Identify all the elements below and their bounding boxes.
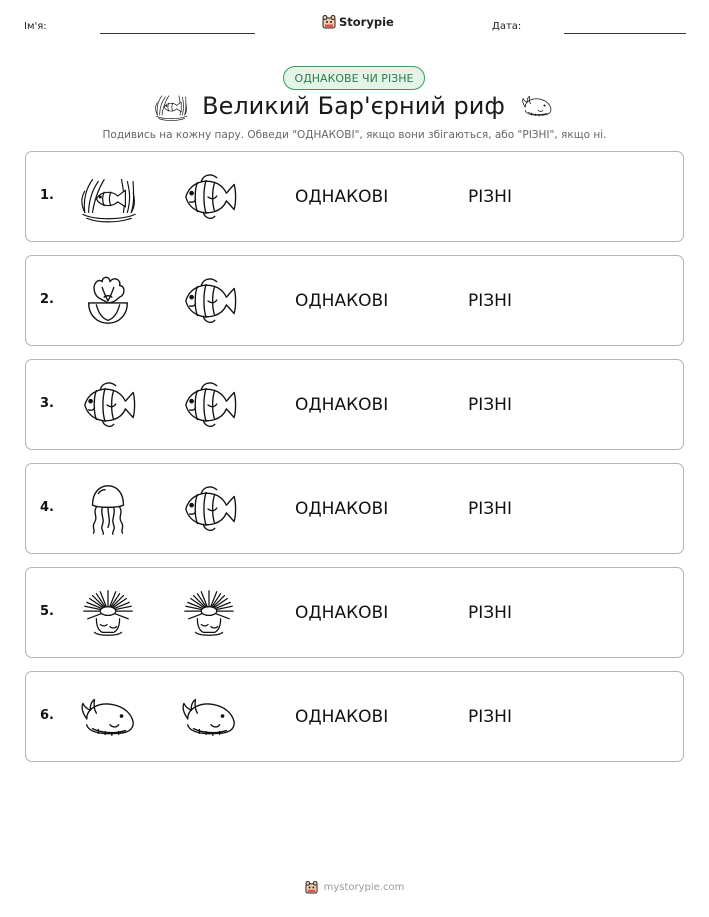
- question-number: 2.: [40, 292, 54, 307]
- answer-same[interactable]: ОДНАКОВІ: [295, 499, 389, 519]
- whale-icon: [79, 689, 137, 745]
- answer-same[interactable]: ОДНАКОВІ: [295, 291, 389, 311]
- answer-same[interactable]: ОДНАКОВІ: [295, 603, 389, 623]
- answer-different[interactable]: РІЗНІ: [468, 187, 512, 207]
- fish-icon: [180, 377, 238, 433]
- footer-site-link[interactable]: mystorypie.com: [323, 881, 405, 893]
- whale-icon: [180, 689, 238, 745]
- answer-different[interactable]: РІЗНІ: [468, 499, 512, 519]
- page-title: Великий Бар'єрний риф: [202, 92, 505, 120]
- whale-icon: [519, 91, 555, 121]
- answer-different[interactable]: РІЗНІ: [468, 291, 512, 311]
- footer: [0, 880, 709, 894]
- date-label: Дата:: [492, 21, 522, 32]
- name-label: Ім'я:: [24, 21, 47, 32]
- question-number: 5.: [40, 604, 54, 619]
- sea-anemone-icon: [180, 585, 238, 641]
- worksheet-type-badge: ОДНАКОВЕ ЧИ РІЗНЕ: [283, 66, 425, 90]
- question-row: [25, 567, 684, 658]
- question-number: 4.: [40, 500, 54, 515]
- question-number: 6.: [40, 708, 54, 723]
- question-number: 3.: [40, 396, 54, 411]
- question-row: [25, 151, 684, 242]
- question-row: [25, 359, 684, 450]
- answer-different[interactable]: РІЗНІ: [468, 395, 512, 415]
- date-field[interactable]: [564, 33, 686, 34]
- answer-same[interactable]: ОДНАКОВІ: [295, 395, 389, 415]
- clownfish-anemone-icon: [154, 90, 188, 122]
- fish-icon: [180, 169, 238, 225]
- fish-icon: [180, 273, 238, 329]
- clam-icon: [79, 273, 137, 329]
- name-field[interactable]: [100, 33, 255, 34]
- fish-icon: [79, 377, 137, 433]
- answer-same[interactable]: ОДНАКОВІ: [295, 187, 389, 207]
- storypie-logo: [322, 14, 394, 29]
- sea-anemone-icon: [79, 585, 137, 641]
- brand-name: Storypie: [339, 14, 394, 29]
- instructions: Подивись на кожну пару. Обведи "ОДНАКОВІ", якщо вони збігаються, або "РІЗНІ", якщо ні.: [102, 129, 607, 141]
- question-row: [25, 463, 684, 554]
- question-number: 1.: [40, 188, 54, 203]
- clownfish-anemone-icon: [79, 169, 137, 225]
- storypie-mascot-icon: [322, 14, 336, 29]
- jellyfish-icon: [79, 481, 137, 537]
- answer-same[interactable]: ОДНАКОВІ: [295, 707, 389, 727]
- question-row: [25, 671, 684, 762]
- storypie-mascot-icon: [305, 880, 318, 894]
- fish-icon: [180, 481, 238, 537]
- question-row: [25, 255, 684, 346]
- answer-different[interactable]: РІЗНІ: [468, 707, 512, 727]
- answer-different[interactable]: РІЗНІ: [468, 603, 512, 623]
